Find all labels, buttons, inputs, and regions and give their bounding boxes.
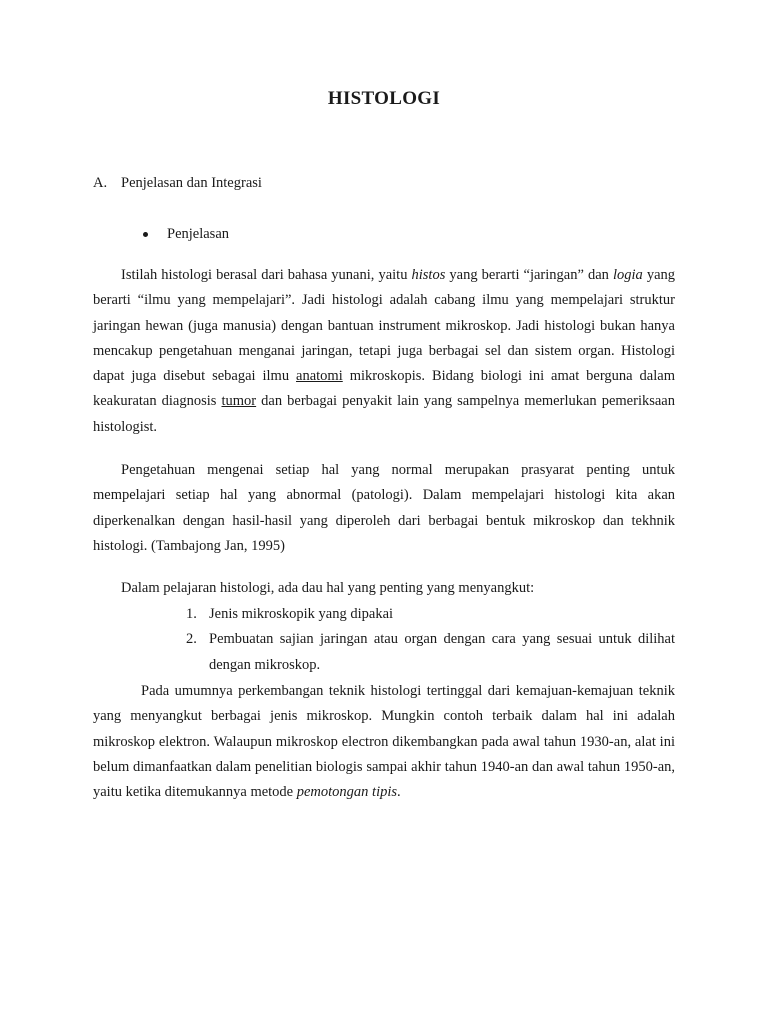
list-item-text: Jenis mikroskopik yang dipakai bbox=[209, 606, 394, 622]
section-heading bbox=[93, 175, 262, 192]
paragraph-1 bbox=[93, 263, 675, 440]
document-title: HISTOLOGI bbox=[327, 88, 441, 109]
section-letter: A. bbox=[93, 175, 108, 191]
paragraph-3 bbox=[93, 576, 675, 601]
bullet-item bbox=[143, 226, 229, 243]
p1-text-d: mikroskopis. Bidang biologi ini amat berguna dalam keakuratan diagnosis bbox=[93, 368, 675, 410]
p1-histos: histos bbox=[411, 267, 446, 283]
p1-text-c: yang berarti “ilmu yang mempelajari”. Jadi histologi adalah cabang ilmu yang mempelajari struktur jaringan hewan (juga manusia) dengan bantuan instrument mikroskop. Jadi histologi bukan hanya mencakup pengetahuan menganai jaringan, tetapi juga berbagai sel dan sistem organ. Histologi dapat juga disebut sebagai ilmu bbox=[93, 267, 676, 385]
bullet-label: Penjelasan bbox=[167, 226, 230, 242]
list-item-number: 1. bbox=[186, 606, 197, 622]
paragraph-2 bbox=[93, 458, 675, 559]
p1-text-a: Istilah histologi berasal dari bahasa yunani, yaitu bbox=[121, 267, 412, 283]
list-item bbox=[186, 602, 675, 627]
p1-logia: logia bbox=[612, 267, 643, 283]
list-item-number: 2. bbox=[186, 631, 197, 648]
tumor-link[interactable]: tumor bbox=[221, 393, 257, 410]
p4-italic: pemotongan tipis bbox=[296, 784, 398, 801]
list-item bbox=[186, 627, 675, 678]
p4-text-a: Pada umumnya perkembangan teknik histologi tertinggal dari kemajuan-kemajuan teknik yang menyangkut berbagai jenis mikroskop. Mungkin contoh terbaik dalam hal ini adalah mikroskop elektron. Walaupun mikroskop electron dikembangkan pada awal tahun 1930-an, alat ini belum dimanfaatkan dalam penelitian biologis sampai akhir tahun 1940-an dan awal tahun 1950-an, yaitu ketika ditemukannya metode bbox=[93, 683, 675, 801]
p2-text: Pengetahuan mengenai setiap hal yang normal merupakan prasyarat penting untuk mempelajari setiap hal yang abnormal (patologi). Dalam mempelajari histologi kita akan diperkenalkan dengan hasil-hasil yang diperoleh dari berbagai bentuk mikroskop dan tekhnik histologi. (Tambajong Jan, 1995) bbox=[93, 462, 675, 554]
list-item-text: Pembuatan sajian jaringan atau organ dengan cara yang sesuai untuk dilihat dengan mikroskop. bbox=[209, 631, 675, 673]
p1-text-b: yang berarti “jaringan” dan bbox=[445, 267, 613, 283]
bullet-icon bbox=[143, 232, 148, 237]
numbered-list bbox=[186, 602, 675, 678]
p4-text-b: . bbox=[397, 784, 401, 801]
anatomi-link[interactable]: anatomi bbox=[296, 368, 343, 385]
paragraph-4 bbox=[93, 679, 675, 805]
section-title: Penjelasan dan Integrasi bbox=[121, 175, 262, 191]
p3-text: Dalam pelajaran histologi, ada dau hal yang penting yang menyangkut: bbox=[121, 580, 535, 596]
p1-text-e: dan berbagai penyakit lain yang sampelnya memerlukan pemeriksaan histologist. bbox=[93, 393, 675, 435]
